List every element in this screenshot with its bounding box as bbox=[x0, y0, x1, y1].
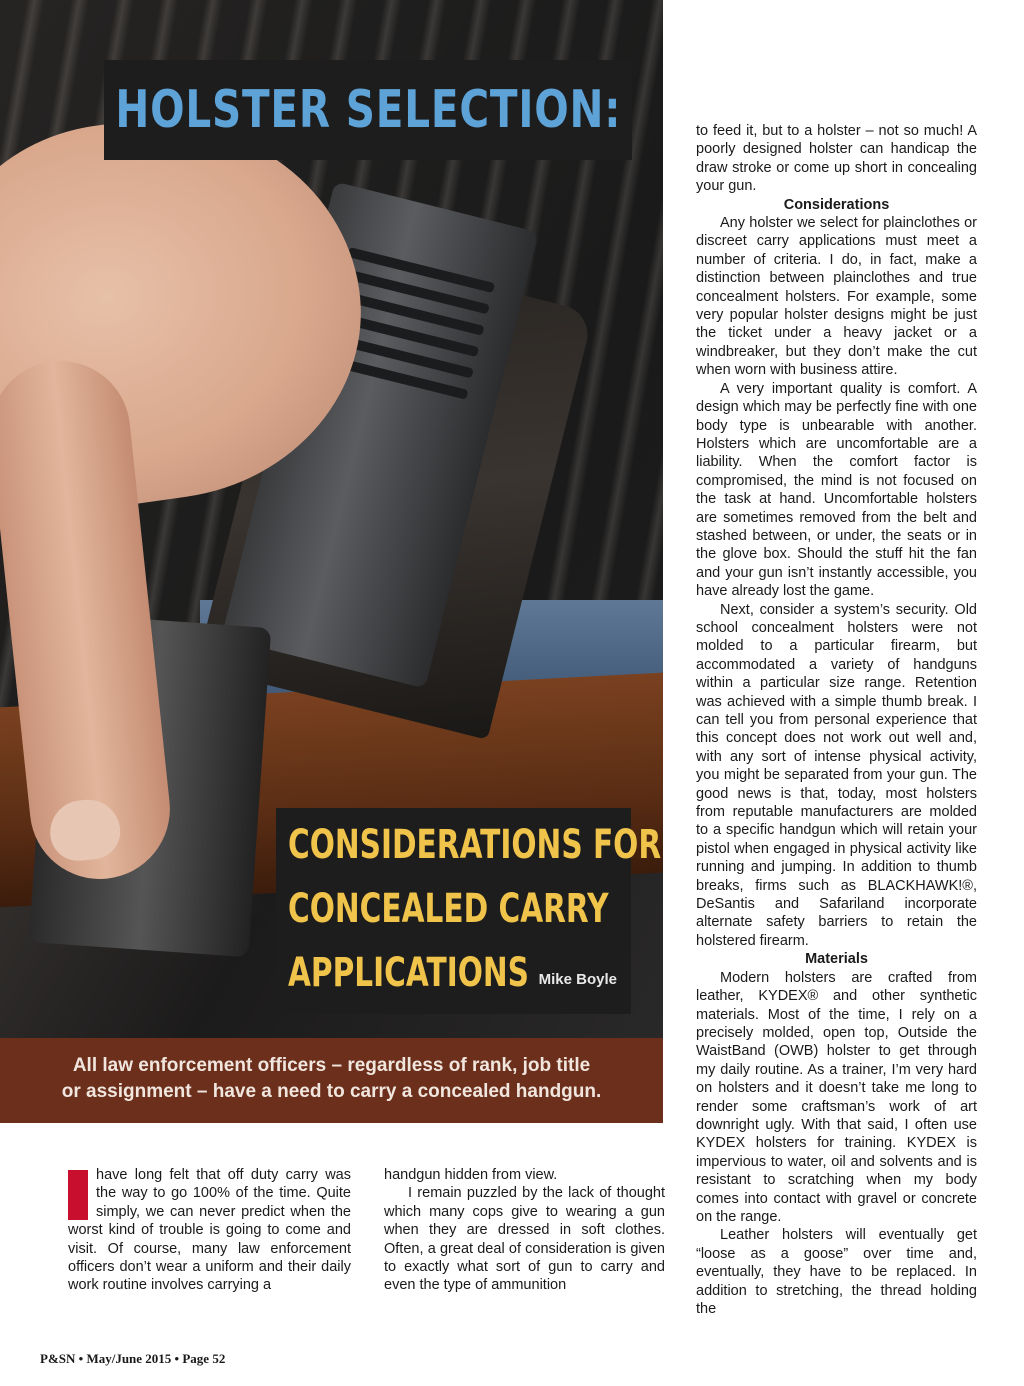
page-footer: P&SN • May/June 2015 • Page 52 bbox=[40, 1351, 226, 1366]
subtitle-line-1: CONSIDERATIONS FOR bbox=[288, 822, 662, 868]
paragraph: Next, consider a system’s security. Old school concealment holsters were not molded to a particular firearm, but accommodated a variety of handguns within a particular size range. Retention was achieved with a simple thumb break. I can tell you from personal experience that this concept does not work out well and, with any sort of intense physical activity, you might be separated from your gun. The good news is that, today, most holsters from reputable manufacturers are molded to a specific handgun which will retain your pistol when engaged in physical activity like running and jumping. In addition to thumb breaks, firms such as BLACKHAWK!®, DeSantis and Safariland incorporate alternate safety barriers to retain the holstered firearm. bbox=[696, 601, 977, 949]
title-box bbox=[104, 60, 632, 160]
paragraph: Any holster we select for plainclothes or discreet carry applications must meet a number of criteria. I do, in fact, make a distinction between plainclothes and true concealment holsters. For example, some very popular holster designs might be just the ticket under a heavy jacket or a windbreaker, but they don’t make the cut when worn with business attire. bbox=[696, 215, 977, 379]
paragraph: handgun hidden from view. bbox=[384, 1167, 558, 1183]
paragraph: have long felt that off duty carry was the way to go 100% of the time. Quite simply, we can never predict when the worst kind of trouble is going to come and visit. Of course, many law enforcement officers don’t wear a uniform and their daily work routine involves carrying a bbox=[68, 1167, 351, 1294]
section-heading-considerations: Considerations bbox=[783, 196, 890, 213]
lead-banner bbox=[0, 1038, 663, 1123]
middle-column bbox=[384, 1166, 665, 1295]
paragraph: to feed it, but to a holster – not so much! A poorly designed holster can handicap the draw stroke or come up short in concealing your gun. bbox=[696, 123, 977, 195]
slide-serration bbox=[347, 247, 495, 293]
right-column bbox=[696, 122, 977, 1318]
left-column bbox=[68, 1166, 351, 1295]
section-heading-materials: Materials bbox=[805, 951, 868, 968]
article-title: HOLSTER SELECTION: bbox=[115, 80, 621, 140]
subtitle-box bbox=[276, 808, 662, 1014]
paragraph: Leather holsters will eventually get “loose as a goose” over time and, eventually, they have to be replaced. In addition to stretching, the thread holding the bbox=[696, 1227, 977, 1317]
paragraph: A very important quality is comfort. A design which may be perfectly fine with one body type is unbearable with another. Holsters which are uncomfortable are a liability. When the comfort factor is compromised, the mind is not focused on the task at hand. Uncomfortable holsters are sometimes removed from the belt and stashed between, or under, the seats or in the glove box. Should the stuff hit the fan and your gun isn’t instantly accessible, you have already lost the game. bbox=[696, 380, 977, 600]
paragraph: I remain puzzled by the lack of thought which many cops give to wearing a gun when they are dressed in soft clothes. Often, a great deal of consideration is given to exactly what sort of gun to carry and even the type of ammunition bbox=[384, 1185, 665, 1294]
slide-serration bbox=[342, 268, 490, 314]
paragraph: Modern holsters are crafted from leather, KYDEX® and other synthetic materials. Most of the time, I rely on a precisely molded, open top, Outside the WaistBand (OWB) holster to get through my daily routine. As a trainer, I’m very hard on holsters and it doesn’t take me long to render some craftsman’s work of art downright ugly. With that said, I often use KYDEX holsters for training. KYDEX is impervious to water, oil and solvents and is resistant to scratching when my body comes into contact with gravel or concrete on the range. bbox=[696, 969, 977, 1225]
author-byline: Mike Boyle bbox=[538, 971, 617, 988]
banner-line-1: All law enforcement officers – regardless of rank, job title bbox=[72, 1055, 591, 1076]
banner-line-2: or assignment – have a need to carry a concealed handgun. bbox=[61, 1081, 602, 1102]
drop-cap bbox=[68, 1170, 88, 1220]
subtitle-line-2: CONCEALED CARRY bbox=[288, 886, 609, 932]
subtitle-line-3: APPLICATIONS bbox=[288, 950, 529, 996]
